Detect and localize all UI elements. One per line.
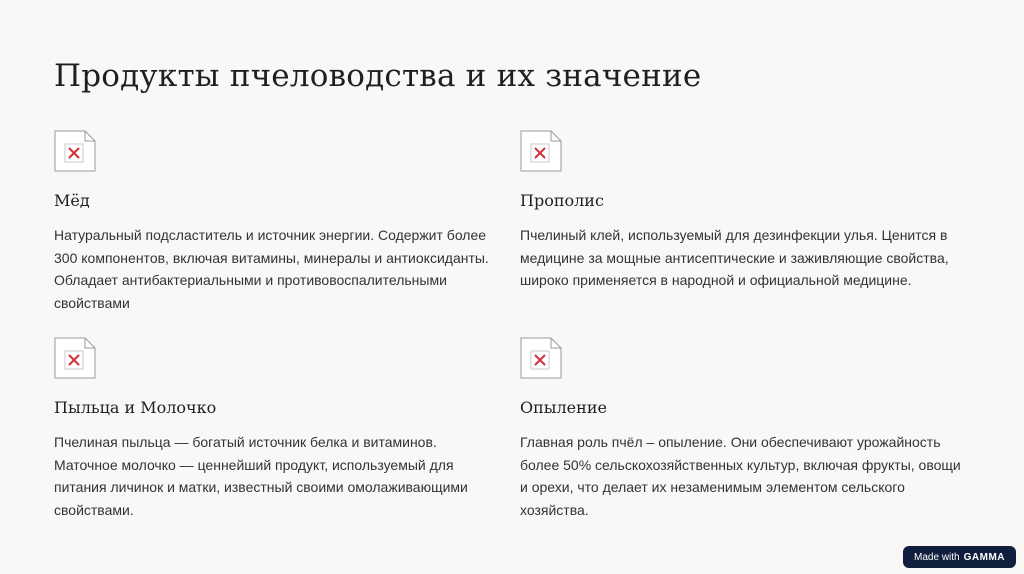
card-honey [54,130,504,314]
page-title: Продукты пчеловодства и их значение [54,58,702,94]
made-with-gamma-badge[interactable] [903,546,1016,568]
card-text: Главная роль пчёл – опыление. Они обеспечивают урожайность более 50% сельскохозяйственных культур, включая фрукты, овощи и орехи, что делает их незаменимым элементом сельского хозяйства. [520,434,961,518]
broken-image-icon [520,130,562,172]
card-text: Натуральный подсластитель и источник энергии. Содержит более 300 компонентов, включая витамины, минералы и антиоксиданты. Обладает антибактериальными и противовоспалительными свойствами [54,227,489,311]
card-pollen-jelly [54,337,504,521]
card-text: Пчелиная пыльца — богатый источник белка и витаминов. Маточное молочко — ценнейший продукт, используемый для питания личинок и матки, известный своими омолаживающими свойствами. [54,434,468,518]
card-text: Пчелиный клей, используемый для дезинфекции улья. Ценится в медицине за мощные антисептические и заживляющие свойства, широко применяется в народной и официальной медицине. [520,227,949,288]
card-title: Мёд [54,191,90,210]
broken-image-icon [54,130,96,172]
card-title: Опыление [520,398,607,417]
broken-image-icon [520,337,562,379]
card-title: Пыльца и Молочко [54,398,217,417]
card-propolis [520,130,970,292]
badge-brand-logo: GAMMA [963,551,1005,563]
card-pollination [520,337,970,521]
broken-image-icon [54,337,96,379]
badge-prefix: Made with [914,551,960,563]
card-title: Прополис [520,191,604,210]
